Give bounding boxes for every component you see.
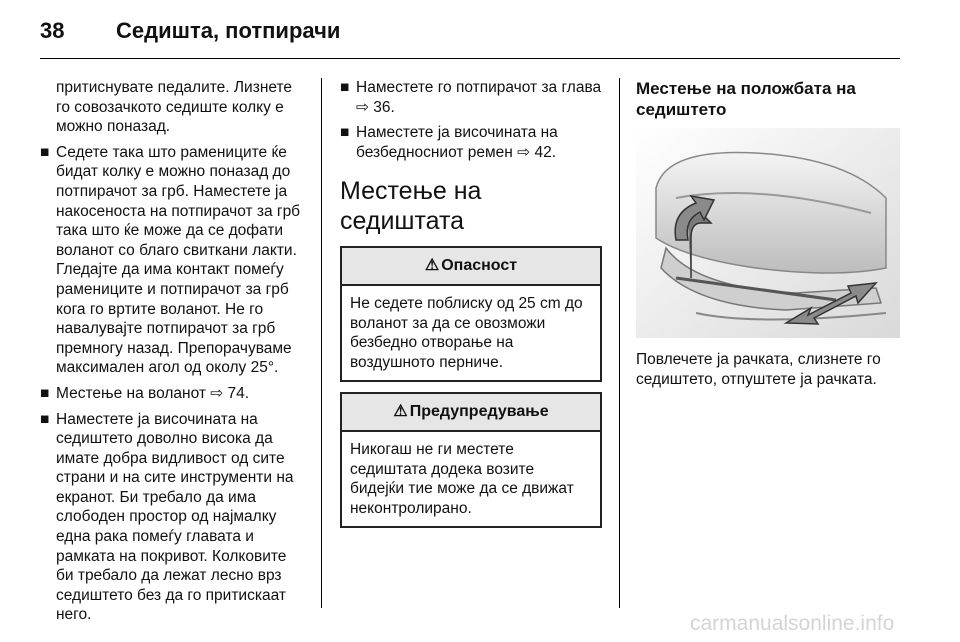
column-left bbox=[40, 78, 308, 631]
continued-paragraph: притиснувате педалите. Лизнете го совозачкото седиште колку е можно поназад. bbox=[56, 79, 293, 136]
list-item bbox=[40, 384, 308, 404]
bullet-mark: ■ bbox=[40, 410, 50, 428]
list-item-text: Наместете ја височината на безбедносниот ремен ⇨ 42. bbox=[356, 124, 558, 161]
subsection-heading: Местење на положбата на седиштето bbox=[636, 79, 856, 119]
figure-caption: Повлечете ја рачката, слизнете го седиштето, отпуштете ја рачката. bbox=[636, 351, 881, 388]
page-header bbox=[40, 14, 900, 54]
list-item-text: Наместете го потпирачот за глава ⇨ 36. bbox=[356, 79, 602, 116]
list-item bbox=[40, 143, 308, 378]
list-item bbox=[340, 123, 602, 162]
list-item bbox=[40, 410, 308, 626]
caution-box bbox=[340, 392, 602, 528]
bullet-mark: ■ bbox=[40, 143, 50, 161]
column-middle bbox=[340, 78, 602, 538]
caution-label: Предупредување bbox=[409, 403, 549, 421]
caution-text: Никогаш не ги местете седиштата додека возите бидејќи тие може да се движат неконтролирано. bbox=[350, 440, 574, 517]
list-item-text: Седете така што рамениците ќе бидат колку е можно поназад до потпирачот за грб. Наместете ја накосеноста на потпирачот за грб така што ќе може да се дофати воланот со благо свиткани лакти. Гледајте да има контакт помеѓу рамениците и потпирачот за грб кога го вртите воланот. Не го навалувајте потпирачот за грб премногу назад. Препорачуваме максимален агол од околу 25°. bbox=[56, 143, 301, 377]
seat-illustration-svg bbox=[636, 128, 900, 338]
list-item-text: Наместете ја височината на седиштето доволно висока да имате добра видливост од сите страни и на сите инструменти на екранот. Би требало да има слободен простор од најмалку една рака помеѓу главата и рамката на покривот. Колковите би требало да лежат лесно врз седиштето без да го притискаат него. bbox=[56, 410, 294, 624]
column-divider-2 bbox=[619, 78, 620, 608]
danger-text: Не седете поблиску од 25 cm до воланот за да се овозможи безбедно отворање на воздушното перниче. bbox=[350, 294, 583, 371]
danger-label: Опасност bbox=[441, 257, 518, 275]
header-divider bbox=[40, 58, 900, 59]
page-number: 38 bbox=[40, 18, 65, 43]
subsection-heading: Местење на седиштата bbox=[340, 177, 482, 236]
bullet-mark: ■ bbox=[40, 384, 50, 402]
caution-header bbox=[342, 394, 600, 432]
bullet-mark: ■ bbox=[340, 79, 350, 96]
danger-header bbox=[342, 248, 600, 286]
column-right bbox=[636, 78, 900, 395]
list-item bbox=[340, 78, 602, 117]
column-divider-1 bbox=[321, 78, 322, 608]
seat-adjustment-illustration bbox=[636, 128, 900, 338]
danger-box bbox=[340, 246, 602, 382]
bullet-mark: ■ bbox=[340, 124, 350, 142]
list-item-text: Местење на воланот ⇨ 74. bbox=[56, 384, 250, 402]
warning-triangle-icon: ⚠ bbox=[393, 403, 408, 421]
warning-triangle-icon: ⚠ bbox=[424, 257, 440, 275]
section-title: Седишта, потпирачи bbox=[116, 18, 341, 43]
watermark: carmanualsonline.info bbox=[690, 612, 895, 635]
